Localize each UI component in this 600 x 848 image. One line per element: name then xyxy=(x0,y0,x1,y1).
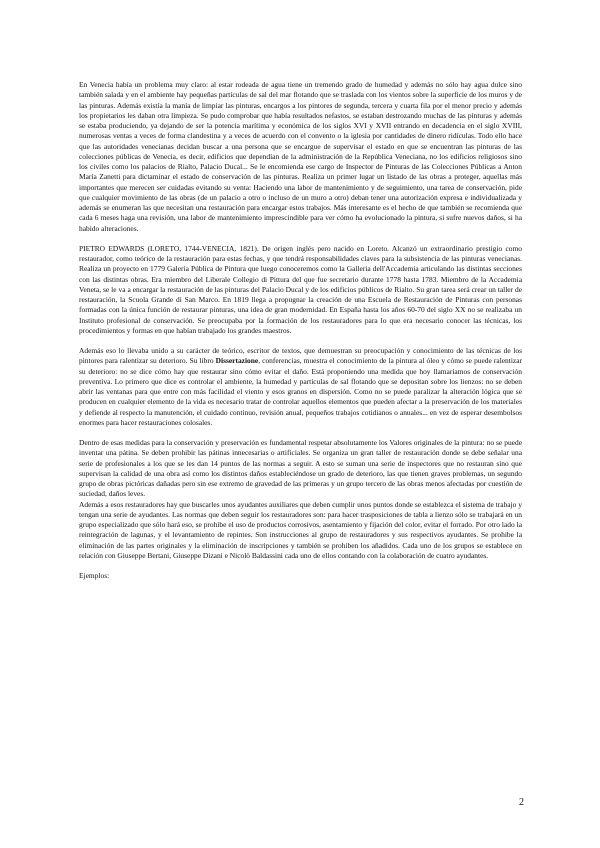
paragraph-venice-humidity: En Venecia había un problema muy claro: al estar rodeada de agua tiene un tremendo grado de humedad y además no sólo hay agua dulce sino también salada y en el ambiente hay pequeñas partículas de sal del mar flotando que se traslada con los vientos sobre la superficie de los muros y de las pinturas. Además existía la manía de limpiar las pinturas, encargos a los pintores de segunda, tercera y cuarta fila por el menor precio y además los propietarios les daban otra limpieza. Se pudo comprobar que había resultados nefastos, se estaban destrozando muchas de las pinturas y además se estaba produciendo, ya dejando de ser la potencia marítima y económica de los siglos XVI y XVII entrando en decadencia en el siglo XVIII, numerosas ventas a veces de forma clandestina y a veces de acuerdo con el convento o la iglesia por cantidades de dinero ridículas. Todo ello hace que las autoridades venecianas decidan buscar a una persona que se encargue de supervisar el estado en que se encuentran las pinturas de las colecciones públicas de Venecia, es decir, edificios que dependían de la administración de la República Veneciana, no los edificios religiosos sino los civiles como los palacios de Rialto, Palacio Ducal... Se le encomienda ese cargo de Inspector de Pinturas de las Colecciones Públicas a Anton María Zanetti para dictaminar el estado de conservación de las pinturas. Realiza un primer lugar un listado de las obras a proteger, aquellas más importantes que merecen ser cuidadas evitando su venta: Haciendo una labor de mantenimiento y de seguimiento, una tarea de conservación, pide que cualquier movimiento de las obras (de un palacio a otro o incluso de un muro a otro) deban tener una autorización expresa e individualizada y además se enumeran las que necesitan una restauración para encargar estos trabajos. Más interesante es el hecho de que también se recomienda que cada 6 meses haga una revisión, una labor de mantenimiento imprescindible para ver cómo ha evolucionado la pintura, si sufre nuevos daños, si ha habido alteraciones. xyxy=(79,80,522,233)
paragraph-dissertazione xyxy=(79,346,522,428)
page-number: 2 xyxy=(519,797,524,808)
paragraph-examples-label: Ejemplos: xyxy=(79,571,110,580)
paragraph-conservation-measures: Dentro de esas medidas para la conservación y preservación es fundamental respetar absolutamente los Valores originales de la pintura: no se puede inventar una pátina. Se deben prohibir las pátinas innecesarias o artificiales. Se organiza un gran taller de restauración donde se debe señalar una serie de profesionales a los que se les dan 14 puntos de las normas a seguir. A esto se suman una serie de inspectores que no restauran sino que supervisan la calidad de una obra así como los distintos daños estableciéndose un grado de deterioro, las que tienen graves problemas, un segundo grupo de obras pictóricas dañadas pero sin ese extremo de gravedad de las primeras y un grupo tercero de las obras menos afectadas por cuestión de suciedad, daños leves. xyxy=(79,438,522,499)
paragraph-3-text-b: , conferencias, muestra el conocimiento de la pintura al óleo y cómo se puede ralentizar su deterioro: no se dice cómo hay que restaurar sino cómo evitar el daño. Está proponiendo una medida que hoy llamaríamos de conservación preventiva. Lo primero que dice es controlar el ambiente, la humedad y partículas de sal flotando que se depositan sobre los lienzos: no se deben abrir las ventanas para que entre con más facilidad el viento y esos granos en dispersión. Como no se puede paralizar la alteración lógica que se producen en cualquier elemento de la vida es necesario tratar de controlar aquellos elementos que pueden afectar a la preservación de los materiales y defiende al respecto la manutención, el cuidado continuo, revisión anual, pequeños trabajos cotidianos o anuales... en vez de esperar desembolsos enormes para hacer restauraciones colosales. xyxy=(79,356,522,427)
book-title-dissertazione: Dissertazione xyxy=(215,356,259,366)
paragraph-assistants-rules: Además a esos restauradores hay que buscarles unos ayudantes auxiliares que deben cumplir unos puntos donde se establezca el sistema de trabajo y tengan una serie de ayudantes. Las normas que deben seguir los restauradores son: para hacer trasposiciones de tabla a lienzo sólo se trabajará en un grupo especializado que sólo hará eso, se prohibe el uso de productos corrosivos, asentamiento y fijación del color, evitar el forrado. Por otro lado la reintegración de lagunas, y el levantamiento de repintes. Son instrucciones al grupo de restauradores y sus respectivos ayudantes. Se prohibe la eliminación de las partes originales y la eliminación de inscripciones y también se prohiben los añadidos. Cada uno de los grupos se establece en relación con Giuseppe Bertani, Giuseppe Dizani e Nicolò Baldassini cada uno de ellos contando con la colaboración de cuatro ayudantes. xyxy=(79,499,522,560)
paragraph-3-text-a: Además eso lo llevaba unido a su carácter de teórico, escritor de textos, que demuestran su preocupación y conocimiento de las técnicas de los pintores para ralentizar su deterioro. Su libro xyxy=(79,346,522,366)
paragraph-pietro-edwards: PIETRO EDWARDS (LORETO, 1744-VENECIA, 1821). De origen inglés pero nacido en Loreto. Alcanzó un extraordinario prestigio como restaurador, como teórico de la restauración para estas fechas, y que tendrá responsabilidades claves para la subsistencia de las pinturas venecianas. Realiza un proyecto en 1779 Galería Pública de Pintura que luego conoceremos como la Galleria dell'Accademia articulando las distintas secciones con las distintas obras. Era miembro del Liberale Collegio di Pittura del que fue secretario durante 1778 hasta 1783. Miembro de la Accademia Veneta, se le va a encargar la restauración de las pinturas del Palacio Ducal y de los edificios públicos de Rialto. Su gran tarea será crear un taller de restauración, la Scuola Grande di San Marco. En 1819 llega a propugnar la creación de una Escuela de Restauración de Pinturas con personas formadas con la única función de restaurar pinturas, una idea de gran modernidad. En España hasta los años 60-70 del siglo XX no se realizaba un Instituto profesional de conservación. Se preocupaba por la formación de los restauradores para lo que era necesario conocer las técnicas, los procedimientos y formas en que habían trabajado los grandes maestros. xyxy=(79,243,522,335)
document-body xyxy=(79,80,522,591)
